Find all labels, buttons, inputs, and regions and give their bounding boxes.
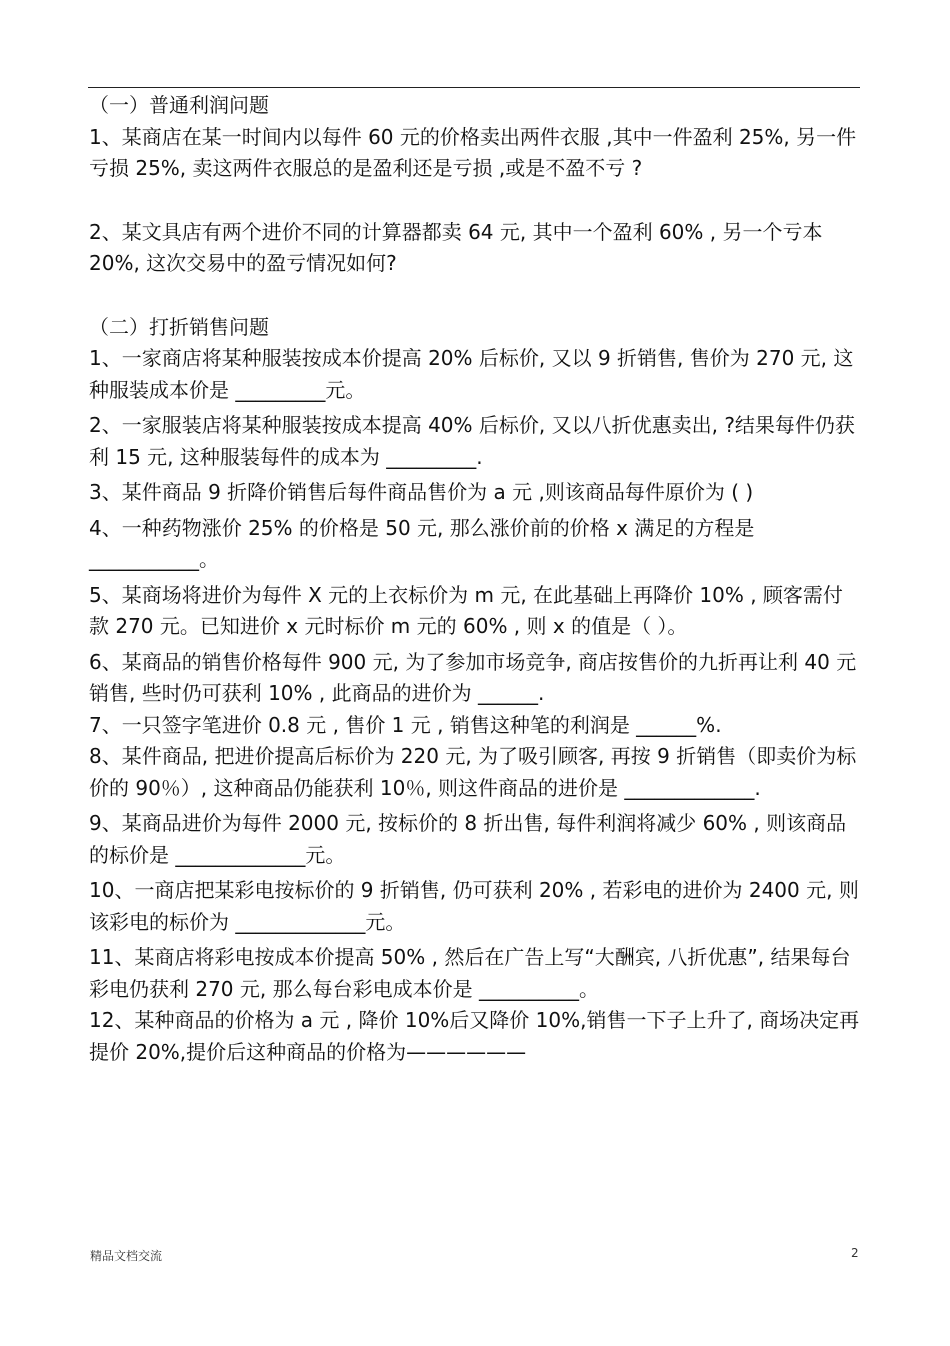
question-2-12: 12、某种商品的价格为 a 元 , 降价 10%后又降价 10%,销售一下子上升了, 商场决定再提价 20%,提价后这种商品的价格为——————: [89, 1008, 860, 1064]
question-1-2: 2、某文具店有两个进价不同的计算器都卖 64 元, 其中一个盈利 60% , 另一个亏本 20%, 这次交易中的盈亏情况如何?: [89, 219, 823, 275]
spacer: [89, 280, 861, 312]
question-2-4: 4、一种药物涨价 25% 的价格是 50 元, 那么涨价前的价格 x 满足的方程是 ___________。: [89, 515, 755, 571]
spacer: [89, 185, 861, 217]
question-2-2: 2、一家服装店将某种服装按成本提高 40% 后标价, 又以八折优惠卖出, ?结果每件仍获利 15 元, 这种服装每件的成本为 _________.: [89, 413, 855, 469]
section-title-2: （二）打折销售问题: [89, 314, 269, 339]
question-2-5: 5、某商场将进价为每件 X 元的上衣标价为 m 元, 在此基础上再降价 10% , 顾客需付款 270 元。已知进价 x 元时标价 m 元的 60% , 则 x 的值是（ ）。: [89, 582, 843, 638]
question-1-1: 1、某商店在某一时间内以每件 60 元的价格卖出两件衣服 ,其中一件盈利 25%, 另一件亏损 25%, 卖这两件衣服总的是盈利还是亏损 ,或是不盈不亏 ?: [89, 124, 857, 180]
top-rule: [88, 87, 860, 88]
section-title-1: （一）普通利润问题: [89, 93, 269, 117]
question-2-11: 11、某商店将彩电按成本价提高 50% , 然后在广告上写“大酬宾, 八折优惠”, 结果每台彩电仍获利 270 元, 那么每台彩电成本价是 __________。: [89, 945, 851, 1001]
question-2-1: 1、一家商店将某种服装按成本价提高 20% 后标价, 又以 9 折销售, 售价为 270 元, 这种服装成本价是 _________元。: [89, 346, 854, 402]
footer-label: 精品文档交流: [90, 1249, 163, 1263]
question-2-6: 6、某商品的销售价格每件 900 元, 为了参加市场竞争, 商店按售价的九折再让利 40 元销售, 些时仍可获利 10% , 此商品的进价为 ______.: [89, 649, 857, 705]
question-2-3: 3、某件商品 9 折降价销售后每件商品售价为 a 元 ,则该商品每件原价为 ( ): [89, 480, 754, 504]
question-2-10: 10、一商店把某彩电按标价的 9 折销售, 仍可获利 20% , 若彩电的进价为 2400 元, 则该彩电的标价为 _____________元。: [89, 878, 859, 934]
document-body: [89, 90, 861, 1068]
question-2-9: 9、某商品进价为每件 2000 元, 按标价的 8 折出售, 每件利润将减少 60% , 则该商品的标价是 _____________元。: [89, 811, 847, 867]
question-2-8: 8、某件商品, 把进价提高后标价为 220 元, 为了吸引顾客, 再按 9 折销售（即卖价为标价的 90％）, 这种商品仍能获利 10％, 则这件商品的进价是 _____________.: [89, 744, 857, 800]
page-number: 2: [851, 1246, 859, 1260]
question-2-7: 7、一只签字笔进价 0.8 元 , 售价 1 元 , 销售这种笔的利润是 ______%.: [89, 712, 722, 737]
